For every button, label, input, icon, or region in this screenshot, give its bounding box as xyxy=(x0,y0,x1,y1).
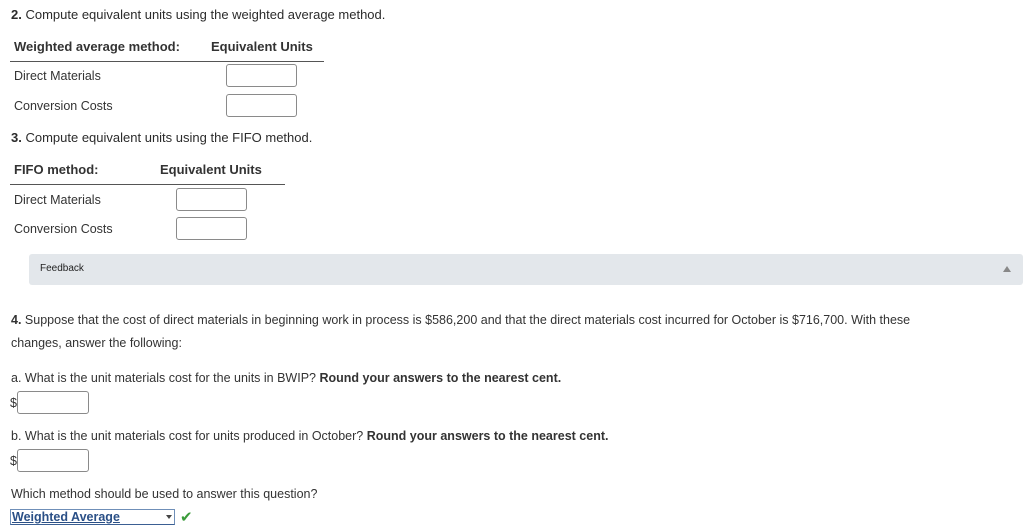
q4-method-question: Which method should be used to answer this question? xyxy=(11,487,318,501)
feedback-label: Feedback xyxy=(40,263,84,274)
q4a-answer-input[interactable] xyxy=(17,391,89,414)
q3-prompt xyxy=(11,130,312,145)
q3-text: Compute equivalent units using the FIFO method. xyxy=(25,130,313,145)
q3-direct-materials-input[interactable] xyxy=(176,188,247,211)
q2-row-conversion-costs-label: Conversion Costs xyxy=(14,99,113,113)
feedback-bar[interactable] xyxy=(29,254,1023,285)
q4b-instruction: Round your answers to the nearest cent. xyxy=(366,429,609,443)
q2-header-rule xyxy=(10,61,324,62)
q4-number: 4. xyxy=(11,313,22,327)
q2-text: Compute equivalent units using the weighted average method. xyxy=(25,7,386,22)
q3-units-header: Equivalent Units xyxy=(160,162,262,177)
q4a-instruction: Round your answers to the nearest cent. xyxy=(319,371,562,385)
q4b-dollar-sign: $ xyxy=(10,454,17,468)
q3-number: 3. xyxy=(11,130,22,145)
q4b-prompt xyxy=(11,425,608,448)
q2-prompt xyxy=(11,7,385,22)
q4a-dollar-sign: $ xyxy=(10,396,17,410)
chevron-down-icon[interactable] xyxy=(166,515,172,519)
caret-up-icon[interactable] xyxy=(1003,266,1011,272)
q3-row-direct-materials-label: Direct Materials xyxy=(14,193,101,207)
method-select-dropdown[interactable] xyxy=(10,509,175,525)
q4-text-line1: Suppose that the cost of direct materials in beginning work in process is $586,200 and that the direct materials cost incurred for October is $716,700. With these xyxy=(24,313,911,327)
q2-direct-materials-input[interactable] xyxy=(226,64,297,87)
q4a-prompt xyxy=(11,367,561,390)
q2-number: 2. xyxy=(11,7,22,22)
check-icon: ✔ xyxy=(180,509,193,526)
q2-units-header: Equivalent Units xyxy=(211,39,313,54)
q4-text-line2: changes, answer the following: xyxy=(11,336,182,350)
q3-row-conversion-costs-label: Conversion Costs xyxy=(14,222,113,236)
q3-conversion-costs-input[interactable] xyxy=(176,217,247,240)
q3-header-rule xyxy=(10,184,285,185)
q4b-answer-input[interactable] xyxy=(17,449,89,472)
q2-conversion-costs-input[interactable] xyxy=(226,94,297,117)
q3-method-header: FIFO method: xyxy=(14,162,99,177)
q4b-text: b. What is the unit materials cost for units produced in October? xyxy=(11,429,364,443)
q2-method-header: Weighted average method: xyxy=(14,39,180,54)
q4-prompt xyxy=(11,309,1011,355)
q2-row-direct-materials-label: Direct Materials xyxy=(14,69,101,83)
q4-prompt-line1 xyxy=(11,309,1011,332)
method-select-value: Weighted Average xyxy=(12,510,120,524)
q4a-text: a. What is the unit materials cost for the units in BWIP? xyxy=(11,371,316,385)
